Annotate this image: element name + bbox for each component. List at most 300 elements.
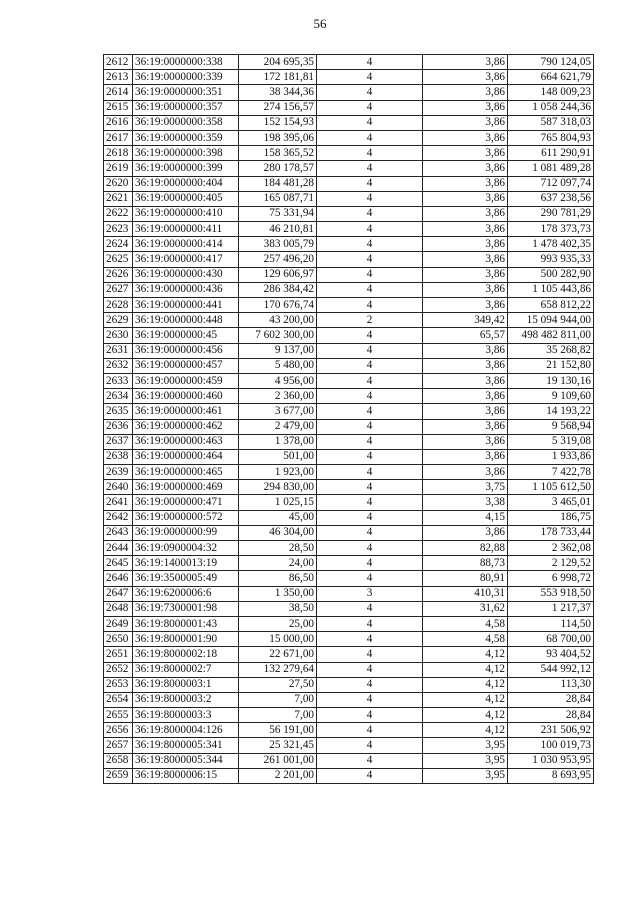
table-row <box>104 343 594 358</box>
area-cell: 1 923,00 <box>239 465 317 480</box>
row-number-cell: 2615 <box>104 100 133 115</box>
row-number-cell: 2655 <box>104 708 133 723</box>
cadastral-value-cell: 93 404,52 <box>508 647 594 662</box>
cadastral-number-cell: 36:19:0000000:99 <box>133 525 239 540</box>
area-cell: 25 321,45 <box>239 738 317 753</box>
cadastral-number-cell: 36:19:0000000:462 <box>133 419 239 434</box>
row-number-cell: 2613 <box>104 70 133 85</box>
area-cell: 274 156,57 <box>239 100 317 115</box>
group-cell: 4 <box>317 222 423 237</box>
area-cell: 383 005,79 <box>239 237 317 252</box>
specific-value-cell: 3,86 <box>423 449 508 464</box>
group-cell: 4 <box>317 647 423 662</box>
table-row <box>104 753 594 768</box>
cadastral-value-cell: 1 105 443,86 <box>508 282 594 297</box>
cadastral-number-cell: 36:19:8000004:126 <box>133 723 239 738</box>
table-row <box>104 449 594 464</box>
table-row <box>104 222 594 237</box>
specific-value-cell: 3,86 <box>423 525 508 540</box>
cadastral-value-cell: 1 217,37 <box>508 601 594 616</box>
cadastral-number-cell: 36:19:3500005:49 <box>133 571 239 586</box>
table-row <box>104 328 594 343</box>
table-row <box>104 495 594 510</box>
area-cell: 2 201,00 <box>239 768 317 783</box>
table-row <box>104 738 594 753</box>
cadastral-value-cell: 498 482 811,00 <box>508 328 594 343</box>
cadastral-number-cell: 36:19:6200006:6 <box>133 586 239 601</box>
cadastral-value-cell: 2 129,52 <box>508 556 594 571</box>
group-cell: 4 <box>317 616 423 631</box>
row-number-cell: 2636 <box>104 419 133 434</box>
cadastral-number-cell: 36:19:0000000:358 <box>133 115 239 130</box>
cadastral-value-cell: 114,50 <box>508 616 594 631</box>
area-cell: 15 000,00 <box>239 632 317 647</box>
cadastral-number-cell: 36:19:8000003:3 <box>133 708 239 723</box>
area-cell: 294 830,00 <box>239 480 317 495</box>
table-row <box>104 419 594 434</box>
group-cell: 4 <box>317 282 423 297</box>
cadastral-value-cell: 500 282,90 <box>508 267 594 282</box>
area-cell: 198 395,06 <box>239 130 317 145</box>
area-cell: 43 200,00 <box>239 313 317 328</box>
specific-value-cell: 3,86 <box>423 298 508 313</box>
group-cell: 4 <box>317 510 423 525</box>
group-cell: 4 <box>317 434 423 449</box>
area-cell: 1 378,00 <box>239 434 317 449</box>
group-cell: 4 <box>317 632 423 647</box>
table-row <box>104 632 594 647</box>
cadastral-value-cell: 2 362,08 <box>508 541 594 556</box>
cadastral-number-cell: 36:19:0000000:399 <box>133 161 239 176</box>
specific-value-cell: 3,95 <box>423 768 508 783</box>
group-cell: 4 <box>317 389 423 404</box>
cadastral-number-cell: 36:19:8000006:15 <box>133 768 239 783</box>
cadastral-number-cell: 36:19:0000000:456 <box>133 343 239 358</box>
area-cell: 5 480,00 <box>239 358 317 373</box>
cadastral-number-cell: 36:19:0000000:460 <box>133 389 239 404</box>
row-number-cell: 2644 <box>104 541 133 556</box>
row-number-cell: 2631 <box>104 343 133 358</box>
area-cell: 280 178,57 <box>239 161 317 176</box>
area-cell: 158 365,52 <box>239 146 317 161</box>
row-number-cell: 2649 <box>104 616 133 631</box>
table-row <box>104 130 594 145</box>
group-cell: 4 <box>317 130 423 145</box>
cadastral-value-cell: 1 030 953,95 <box>508 753 594 768</box>
group-cell: 4 <box>317 708 423 723</box>
specific-value-cell: 3,86 <box>423 465 508 480</box>
group-cell: 4 <box>317 738 423 753</box>
cadastral-value-cell: 553 918,50 <box>508 586 594 601</box>
table-row <box>104 252 594 267</box>
group-cell: 4 <box>317 465 423 480</box>
area-cell: 28,50 <box>239 541 317 556</box>
row-number-cell: 2654 <box>104 692 133 707</box>
row-number-cell: 2632 <box>104 358 133 373</box>
specific-value-cell: 3,75 <box>423 480 508 495</box>
cadastral-number-cell: 36:19:0000000:436 <box>133 282 239 297</box>
table-row <box>104 541 594 556</box>
row-number-cell: 2651 <box>104 647 133 662</box>
row-number-cell: 2647 <box>104 586 133 601</box>
table-row <box>104 313 594 328</box>
specific-value-cell: 3,86 <box>423 85 508 100</box>
specific-value-cell: 80,91 <box>423 571 508 586</box>
specific-value-cell: 3,86 <box>423 130 508 145</box>
specific-value-cell: 3,86 <box>423 191 508 206</box>
group-cell: 4 <box>317 495 423 510</box>
cadastral-value-cell: 658 812,22 <box>508 298 594 313</box>
cadastral-number-cell: 36:19:8000005:341 <box>133 738 239 753</box>
row-number-cell: 2619 <box>104 161 133 176</box>
area-cell: 22 671,00 <box>239 647 317 662</box>
specific-value-cell: 4,12 <box>423 723 508 738</box>
table-row <box>104 282 594 297</box>
group-cell: 4 <box>317 100 423 115</box>
area-cell: 257 496,20 <box>239 252 317 267</box>
cadastral-value-cell: 14 193,22 <box>508 404 594 419</box>
cadastral-number-cell: 36:19:0000000:357 <box>133 100 239 115</box>
group-cell: 4 <box>317 267 423 282</box>
group-cell: 4 <box>317 449 423 464</box>
table-row <box>104 267 594 282</box>
table-row <box>104 389 594 404</box>
cadastral-number-cell: 36:19:0000000:339 <box>133 70 239 85</box>
table-row <box>104 176 594 191</box>
specific-value-cell: 3,86 <box>423 252 508 267</box>
specific-value-cell: 65,57 <box>423 328 508 343</box>
specific-value-cell: 3,86 <box>423 115 508 130</box>
row-number-cell: 2653 <box>104 677 133 692</box>
table-row <box>104 662 594 677</box>
cadastral-value-cell: 100 019,73 <box>508 738 594 753</box>
table-row <box>104 647 594 662</box>
group-cell: 4 <box>317 70 423 85</box>
cadastral-number-cell: 36:19:8000001:43 <box>133 616 239 631</box>
specific-value-cell: 3,38 <box>423 495 508 510</box>
area-cell: 7,00 <box>239 708 317 723</box>
group-cell: 4 <box>317 206 423 221</box>
cadastral-value-cell: 9 568,94 <box>508 419 594 434</box>
cadastral-value-cell: 178 733,44 <box>508 525 594 540</box>
specific-value-cell: 3,86 <box>423 206 508 221</box>
cadastral-number-cell: 36:19:0000000:351 <box>133 85 239 100</box>
row-number-cell: 2633 <box>104 373 133 388</box>
row-number-cell: 2634 <box>104 389 133 404</box>
cadastral-value-cell: 290 781,29 <box>508 206 594 221</box>
group-cell: 4 <box>317 480 423 495</box>
group-cell: 4 <box>317 85 423 100</box>
cadastral-number-cell: 36:19:0000000:463 <box>133 434 239 449</box>
cadastral-value-cell: 28,84 <box>508 692 594 707</box>
cadastral-value-cell: 68 700,00 <box>508 632 594 647</box>
row-number-cell: 2620 <box>104 176 133 191</box>
cadastral-value-cell: 993 935,33 <box>508 252 594 267</box>
row-number-cell: 2638 <box>104 449 133 464</box>
group-cell: 4 <box>317 373 423 388</box>
cadastral-number-cell: 36:19:0000000:448 <box>133 313 239 328</box>
row-number-cell: 2639 <box>104 465 133 480</box>
table-row <box>104 358 594 373</box>
specific-value-cell: 4,12 <box>423 692 508 707</box>
specific-value-cell: 31,62 <box>423 601 508 616</box>
table-row <box>104 55 594 70</box>
specific-value-cell: 3,86 <box>423 176 508 191</box>
area-cell: 7,00 <box>239 692 317 707</box>
cadastral-number-cell: 36:19:0000000:414 <box>133 237 239 252</box>
cadastral-value-cell: 765 804,93 <box>508 130 594 145</box>
cadastral-number-cell: 36:19:8000005:344 <box>133 753 239 768</box>
table-row <box>104 298 594 313</box>
area-cell: 132 279,64 <box>239 662 317 677</box>
row-number-cell: 2657 <box>104 738 133 753</box>
area-cell: 86,50 <box>239 571 317 586</box>
specific-value-cell: 3,86 <box>423 389 508 404</box>
specific-value-cell: 3,86 <box>423 419 508 434</box>
group-cell: 4 <box>317 662 423 677</box>
group-cell: 4 <box>317 55 423 70</box>
cadastral-number-cell: 36:19:8000002:18 <box>133 647 239 662</box>
row-number-cell: 2621 <box>104 191 133 206</box>
row-number-cell: 2637 <box>104 434 133 449</box>
area-cell: 3 677,00 <box>239 404 317 419</box>
group-cell: 4 <box>317 191 423 206</box>
table-row <box>104 237 594 252</box>
row-number-cell: 2623 <box>104 222 133 237</box>
row-number-cell: 2643 <box>104 525 133 540</box>
specific-value-cell: 3,86 <box>423 70 508 85</box>
cadastral-value-cell: 178 373,73 <box>508 222 594 237</box>
cadastral-number-cell: 36:19:1400013:19 <box>133 556 239 571</box>
area-cell: 38 344,36 <box>239 85 317 100</box>
group-cell: 4 <box>317 571 423 586</box>
table-row <box>104 146 594 161</box>
cadastral-number-cell: 36:19:8000003:1 <box>133 677 239 692</box>
table-row <box>104 206 594 221</box>
row-number-cell: 2622 <box>104 206 133 221</box>
specific-value-cell: 3,86 <box>423 404 508 419</box>
table-row <box>104 191 594 206</box>
cadastral-number-cell: 36:19:0000000:338 <box>133 55 239 70</box>
specific-value-cell: 3,86 <box>423 282 508 297</box>
cadastral-number-cell: 36:19:0000000:465 <box>133 465 239 480</box>
table-row <box>104 692 594 707</box>
cadastral-value-cell: 1 478 402,35 <box>508 237 594 252</box>
cadastral-number-cell: 36:19:8000001:90 <box>133 632 239 647</box>
group-cell: 4 <box>317 525 423 540</box>
row-number-cell: 2656 <box>104 723 133 738</box>
page-number: 56 <box>313 16 327 31</box>
cadastral-value-cell: 1 058 244,36 <box>508 100 594 115</box>
specific-value-cell: 3,86 <box>423 146 508 161</box>
cadastral-value-cell: 664 621,79 <box>508 70 594 85</box>
table-row <box>104 571 594 586</box>
area-cell: 2 360,00 <box>239 389 317 404</box>
row-number-cell: 2614 <box>104 85 133 100</box>
specific-value-cell: 4,12 <box>423 677 508 692</box>
cadastral-number-cell: 36:19:0000000:404 <box>133 176 239 191</box>
area-cell: 165 087,71 <box>239 191 317 206</box>
area-cell: 46 210,81 <box>239 222 317 237</box>
cadastral-number-cell: 36:19:0000000:471 <box>133 495 239 510</box>
row-number-cell: 2630 <box>104 328 133 343</box>
group-cell: 4 <box>317 692 423 707</box>
row-number-cell: 2626 <box>104 267 133 282</box>
table-row <box>104 677 594 692</box>
table-row <box>104 434 594 449</box>
specific-value-cell: 4,15 <box>423 510 508 525</box>
cadastral-value-cell: 19 130,16 <box>508 373 594 388</box>
row-number-cell: 2612 <box>104 55 133 70</box>
cadastral-value-cell: 9 109,60 <box>508 389 594 404</box>
table-row <box>104 768 594 783</box>
cadastral-number-cell: 36:19:0000000:359 <box>133 130 239 145</box>
cadastral-number-cell: 36:19:0000000:441 <box>133 298 239 313</box>
group-cell: 4 <box>317 768 423 783</box>
group-cell: 4 <box>317 115 423 130</box>
specific-value-cell: 3,86 <box>423 100 508 115</box>
cadastral-value-cell: 1 105 612,50 <box>508 480 594 495</box>
row-number-cell: 2646 <box>104 571 133 586</box>
area-cell: 501,00 <box>239 449 317 464</box>
area-cell: 1 350,00 <box>239 586 317 601</box>
cadastral-number-cell: 36:19:0000000:410 <box>133 206 239 221</box>
group-cell: 4 <box>317 601 423 616</box>
table-row <box>104 510 594 525</box>
group-cell: 4 <box>317 358 423 373</box>
group-cell: 4 <box>317 161 423 176</box>
specific-value-cell: 3,95 <box>423 738 508 753</box>
cadastral-value-cell: 113,30 <box>508 677 594 692</box>
area-cell: 286 384,42 <box>239 282 317 297</box>
table-row <box>104 480 594 495</box>
group-cell: 4 <box>317 176 423 191</box>
group-cell: 4 <box>317 404 423 419</box>
row-number-cell: 2659 <box>104 768 133 783</box>
area-cell: 24,00 <box>239 556 317 571</box>
cadastral-number-cell: 36:19:0000000:572 <box>133 510 239 525</box>
table-row <box>104 85 594 100</box>
specific-value-cell: 3,86 <box>423 237 508 252</box>
row-number-cell: 2624 <box>104 237 133 252</box>
cadastral-number-cell: 36:19:0000000:461 <box>133 404 239 419</box>
specific-value-cell: 410,31 <box>423 586 508 601</box>
specific-value-cell: 3,86 <box>423 358 508 373</box>
table-row <box>104 616 594 631</box>
specific-value-cell: 349,42 <box>423 313 508 328</box>
table-row <box>104 525 594 540</box>
specific-value-cell: 4,58 <box>423 616 508 631</box>
cadastral-number-cell: 36:19:0000000:430 <box>133 267 239 282</box>
area-cell: 204 695,35 <box>239 55 317 70</box>
area-cell: 45,00 <box>239 510 317 525</box>
row-number-cell: 2652 <box>104 662 133 677</box>
specific-value-cell: 88,73 <box>423 556 508 571</box>
area-cell: 184 481,28 <box>239 176 317 191</box>
cadastral-value-cell: 186,75 <box>508 510 594 525</box>
area-cell: 27,50 <box>239 677 317 692</box>
area-cell: 25,00 <box>239 616 317 631</box>
table-row <box>104 601 594 616</box>
row-number-cell: 2642 <box>104 510 133 525</box>
row-number-cell: 2617 <box>104 130 133 145</box>
group-cell: 4 <box>317 753 423 768</box>
cadastral-value-cell: 21 152,80 <box>508 358 594 373</box>
row-number-cell: 2627 <box>104 282 133 297</box>
cadastral-number-cell: 36:19:0000000:469 <box>133 480 239 495</box>
specific-value-cell: 3,86 <box>423 55 508 70</box>
cadastral-number-cell: 36:19:7300001:98 <box>133 601 239 616</box>
cadastral-number-cell: 36:19:0000000:398 <box>133 146 239 161</box>
row-number-cell: 2618 <box>104 146 133 161</box>
row-number-cell: 2616 <box>104 115 133 130</box>
table-row <box>104 708 594 723</box>
specific-value-cell: 4,12 <box>423 647 508 662</box>
table-row <box>104 586 594 601</box>
specific-value-cell: 3,86 <box>423 222 508 237</box>
area-cell: 75 331,94 <box>239 206 317 221</box>
row-number-cell: 2635 <box>104 404 133 419</box>
table-body <box>104 55 594 784</box>
area-cell: 56 191,00 <box>239 723 317 738</box>
row-number-cell: 2641 <box>104 495 133 510</box>
group-cell: 4 <box>317 343 423 358</box>
group-cell: 4 <box>317 237 423 252</box>
row-number-cell: 2625 <box>104 252 133 267</box>
table-row <box>104 556 594 571</box>
specific-value-cell: 3,86 <box>423 267 508 282</box>
cadastral-number-cell: 36:19:0000000:464 <box>133 449 239 464</box>
group-cell: 4 <box>317 556 423 571</box>
cadastral-value-cell: 3 465,01 <box>508 495 594 510</box>
cadastral-value-cell: 15 094 944,00 <box>508 313 594 328</box>
row-number-cell: 2628 <box>104 298 133 313</box>
table-row <box>104 723 594 738</box>
group-cell: 4 <box>317 541 423 556</box>
cadastral-number-cell: 36:19:0900004:32 <box>133 541 239 556</box>
table-row <box>104 161 594 176</box>
table-row <box>104 373 594 388</box>
cadastral-value-cell: 5 319,08 <box>508 434 594 449</box>
area-cell: 172 181,81 <box>239 70 317 85</box>
cadastral-number-cell: 36:19:0000000:411 <box>133 222 239 237</box>
group-cell: 4 <box>317 328 423 343</box>
area-cell: 1 025,15 <box>239 495 317 510</box>
cadastral-value-cell: 8 693,95 <box>508 768 594 783</box>
group-cell: 2 <box>317 313 423 328</box>
row-number-cell: 2648 <box>104 601 133 616</box>
cadastral-value-cell: 790 124,05 <box>508 55 594 70</box>
area-cell: 46 304,00 <box>239 525 317 540</box>
table-row <box>104 70 594 85</box>
row-number-cell: 2650 <box>104 632 133 647</box>
cadastral-value-cell: 1 081 489,28 <box>508 161 594 176</box>
group-cell: 4 <box>317 146 423 161</box>
cadastral-value-cell: 712 097,74 <box>508 176 594 191</box>
area-cell: 129 606,97 <box>239 267 317 282</box>
cadastral-value-cell: 544 992,12 <box>508 662 594 677</box>
area-cell: 152 154,93 <box>239 115 317 130</box>
cadastral-value-cell: 231 506,92 <box>508 723 594 738</box>
table-row <box>104 115 594 130</box>
cadastral-value-cell: 611 290,91 <box>508 146 594 161</box>
specific-value-cell: 3,86 <box>423 161 508 176</box>
group-cell: 4 <box>317 419 423 434</box>
cadastral-value-cell: 35 268,82 <box>508 343 594 358</box>
cadastral-number-cell: 36:19:0000000:405 <box>133 191 239 206</box>
specific-value-cell: 3,86 <box>423 434 508 449</box>
group-cell: 4 <box>317 677 423 692</box>
